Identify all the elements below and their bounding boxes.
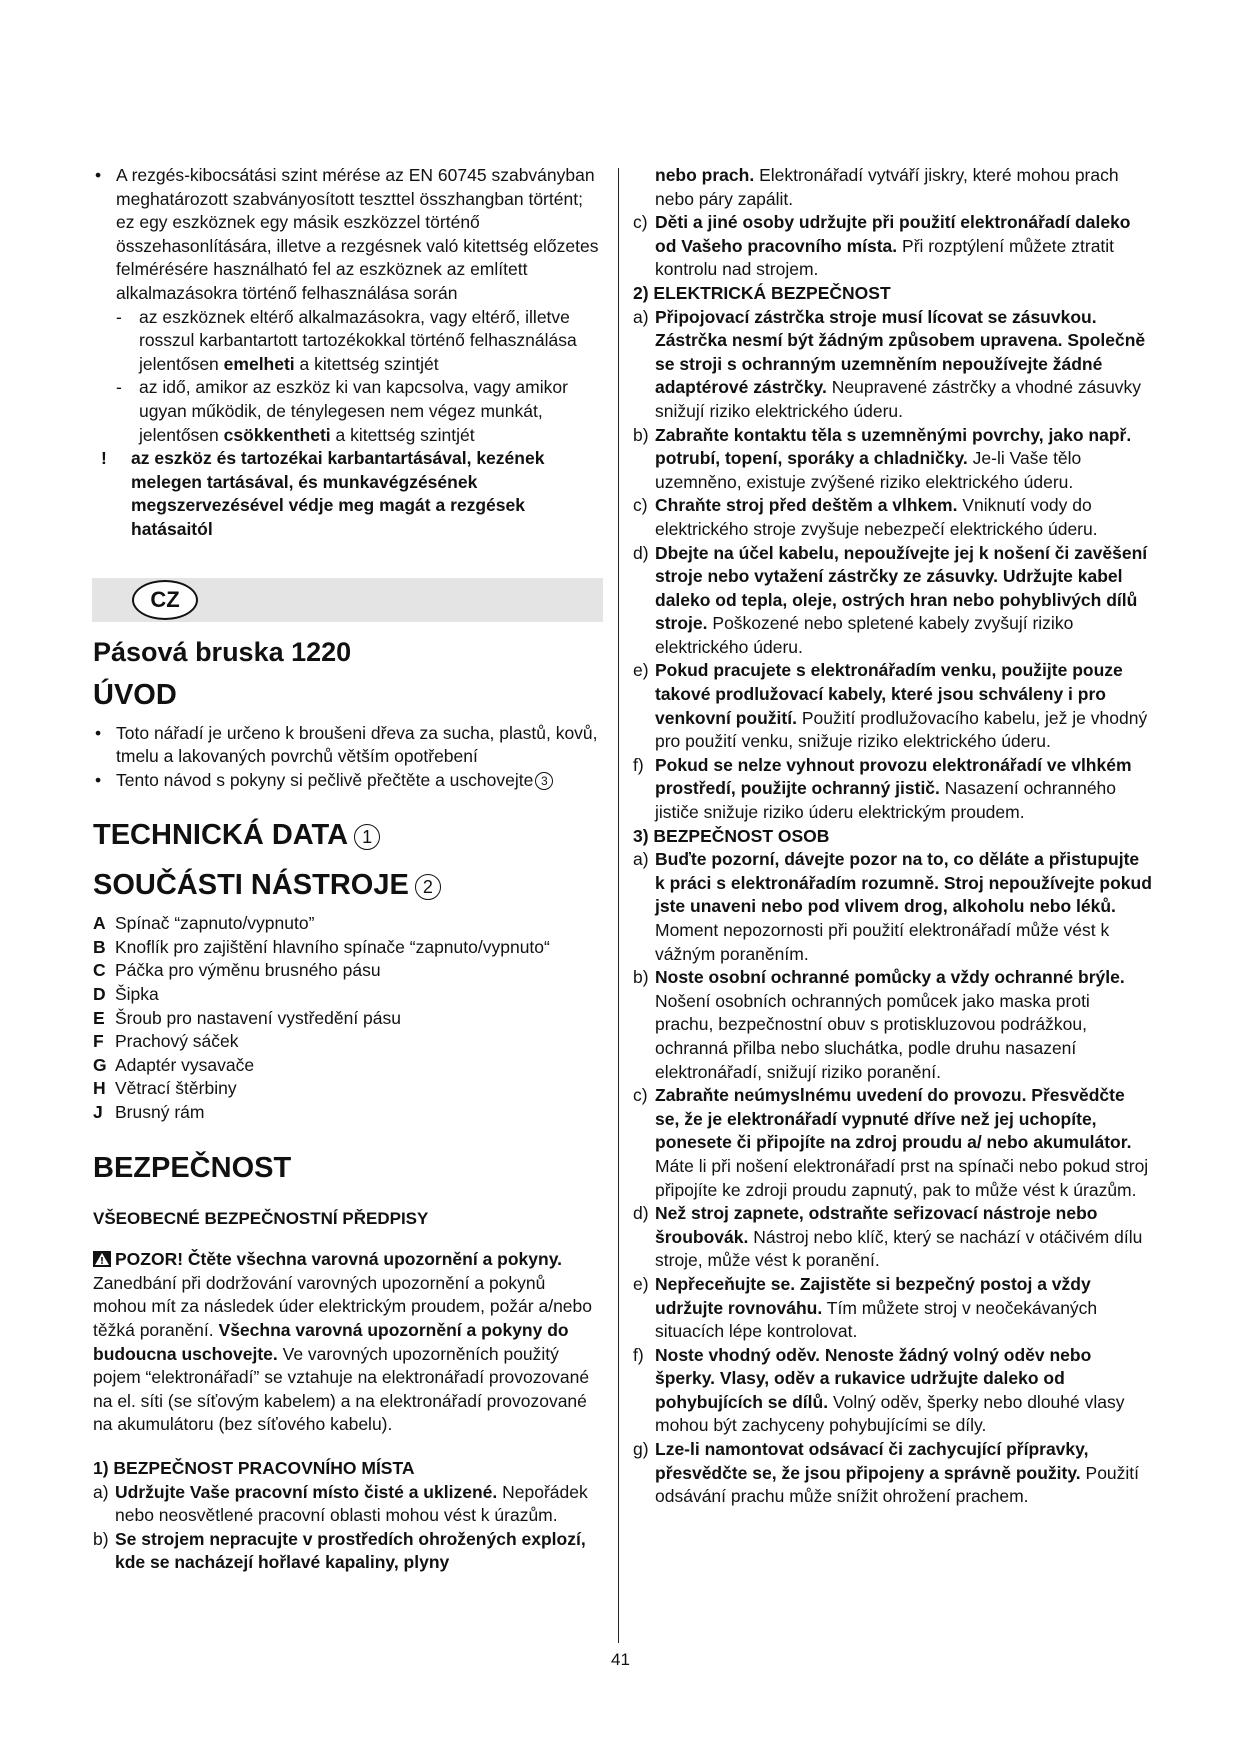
safety-item-2c (633, 494, 1153, 541)
part-key: G (93, 1054, 107, 1075)
cz-language-badge: CZ (132, 580, 198, 620)
item-marker: c) (633, 1085, 648, 1106)
item-marker: f) (633, 1344, 644, 1365)
figure-ref-2: 2 (415, 874, 441, 900)
uvod-bullet-2 (93, 769, 603, 793)
warning-icon (93, 1251, 111, 1267)
section-technical-data (93, 818, 603, 852)
item-text: Nošení osobních ochranných pomůcek jako maska proti prachu, bezpečnostní obuv s protiskluzovou podrážkou, ochranná přilba nebo sluchátka, podle druhu nasazení elektronářadí, snižují riziko poranění. (655, 990, 1090, 1082)
part-key: H (93, 1078, 106, 1099)
section-uvod: ÚVOD (93, 678, 177, 711)
part-label: Větrací štěrbiny (115, 1078, 237, 1099)
hu-dash2-text-a: az idő, amikor az eszköz ki van kapcsolva, vagy amikor ugyan működik, de ténylegesen nem végez munkát, jelentősen (139, 377, 568, 445)
item-marker: b) (93, 1528, 109, 1549)
part-label: Páčka pro výměnu brusného pásu (115, 960, 381, 981)
safety-item-3f (633, 1344, 1153, 1438)
part-key: A (93, 913, 106, 934)
part-label: Spínač “zapnuto/vypnuto” (115, 913, 315, 934)
section-3-title: 3) BEZPEČNOST OSOB (633, 825, 830, 846)
warning-text-2: Ve varovných upozorněních použitý pojem “elektronářadí” se vztahuje na elektronářadí provozované na el. síti (se síťovým kabelem) a na elektronářadí provozované na akumulátoru (bez síťového kabelu). (93, 1343, 590, 1435)
parts-list (93, 912, 603, 1124)
item-marker: c) (633, 212, 648, 233)
part-label: Adaptér vysavače (115, 1054, 255, 1075)
item-text: Použití prodlužovacího kabelu, jež je vhodný pro použití venku, snižuje riziko elektrického úderu. (655, 707, 1148, 752)
item-bold: Noste vhodný oděv. Nenoste žádný volný oděv nebo šperky. Vlasy, oděv a rukavice udržujte daleko od pohybujících se dílů. (655, 1344, 1092, 1412)
part-row (93, 959, 603, 983)
safety-item-2d (633, 542, 1153, 660)
item-marker: a) (633, 306, 649, 327)
section-1-title: 1) BEZPEČNOST PRACOVNÍHO MÍSTA (93, 1457, 415, 1478)
item-bold: Pokud pracujete s elektronářadím venku, použijte pouze takové prodlužovací kabely, které jsou schváleny i pro venkovní použití. (655, 660, 1123, 728)
part-key: C (93, 960, 106, 981)
general-safety-title: VŠEOBECNÉ BEZPEČNOSTNÍ PŘEDPISY (93, 1208, 429, 1228)
hu-vibration-bullet: • A rezgés-kibocsátási szint mérése az EN 60745 szabványban meghatározott szabványosított teszttel összhangban történt; ez egy eszköznek egy másik eszközzel történő összehasonlítására, illetve a rezgésnek való kitettség előzetes felmérésére használható fel az eszköznek az említett alkalmazásokra történő felhasználása során (93, 164, 603, 306)
part-label: Knoflík pro zajištění hlavního spínače “zapnuto/vypnuto“ (115, 936, 550, 957)
hu-dash2-bold: csökkentheti (223, 424, 331, 445)
safety-item-3a (633, 848, 1153, 966)
item-marker: b) (633, 967, 649, 988)
column-divider (618, 168, 619, 1643)
safety-item-2b (633, 424, 1153, 495)
item-text: Vniknutí vody do elektrického stroje zvyšuje nebezpečí elektrického úderu. (655, 495, 1098, 539)
item-bold: Připojovací zástrčka stroje musí lícovat se zásuvkou. Zástrčka nesmí být žádným způsobem upravena. Společně se stroji s ochranným uzemněním nepoužívejte žádné adaptérové zástrčky. (655, 306, 1146, 398)
section-parts (93, 868, 603, 902)
item-bold: Než stroj zapnete, odstraňte seřizovací nástroje nebo šroubovák. (655, 1203, 1098, 1247)
safety-item-1c (633, 211, 1153, 282)
part-key: D (93, 984, 106, 1005)
warning-text-1: Zanedbání při dodržování varovných upozornění a pokynů mohou mít za následek úder elektrickým proudem, požár a/nebo těžká poranění. (93, 1272, 593, 1340)
safety-item-1a (93, 1481, 603, 1528)
safety-item-2f (633, 754, 1153, 825)
left-column (93, 164, 603, 1575)
item-text: Máte li při nošení elektronářadí prst na spínači nebo pokud stroj připojíte ke zdroji proudu zapnutý, pak to může vést k úrazům. (655, 1155, 1149, 1200)
item-bold: Chraňte stroj před deštěm a vlhkem. (655, 495, 958, 516)
part-row (93, 936, 603, 960)
item-text: Tím můžete stroj v neočekávaných situacích lépe kontrolovat. (655, 1297, 1098, 1342)
item-bold: Lze-li namontovat odsávací či zachycující přípravky, přesvědčte se, že jsou připojeny a správně použity. (655, 1439, 1089, 1483)
warning-bold-2: Všechna varovná upozornění a pokyny do budoucna uschovejte. (93, 1320, 569, 1364)
hu-dash1-text-c: a kitettség szintjét (299, 353, 439, 374)
item-bold: Zabraňte neúmyslnému uvedení do provozu. Přesvědčte se, že je elektronářadí vypnuté dříve než jej uchopíte, ponesete či připojíte na zdroj proudu a/ nebo akumulátor. (655, 1085, 1132, 1153)
part-label: Šroub pro nastavení vystředění pásu (115, 1007, 402, 1028)
hu-dash-item-1: - az eszköznek eltérő alkalmazásokra, vagy eltérő, illetve rosszul karbantartott tartozékokkal történő felhasználása jelentősen emelheti a kitettség szintjét (116, 306, 577, 374)
item-text: Poškozené nebo spletené kabely zvyšují riziko elektrického úderu. (655, 613, 1074, 657)
part-key: F (93, 1031, 104, 1052)
safety-item-3d (633, 1202, 1153, 1273)
language-banner (92, 578, 603, 622)
figure-ref-1: 1 (354, 824, 380, 850)
item-bold: Děti a jiné osoby udržujte při použití elektronářadí daleko od Vašeho pracovního místa. (655, 212, 1131, 256)
item-text: Použití odsávání prachu může snížit ohrožení prachem. (655, 1462, 1140, 1507)
item-bold: nebo prach. (655, 165, 755, 185)
safety-item-2e (633, 659, 1153, 753)
part-label: Šipka (115, 984, 159, 1005)
item-text: Nepořádek nebo neosvětlené pracovní oblasti mohou vést k úrazům. (115, 1481, 588, 1526)
item-text: Nasazení ochranného jističe snižuje riziko úderu elektrickým proudem. (655, 778, 1117, 823)
item-text: Volný oděv, šperky nebo dlouhé vlasy mohou být zachyceny pohybujícími se díly. (655, 1391, 1125, 1436)
item-bold: Nepřeceňujte se. Zajistěte si bezpečný postoj a vždy udržujte rovnováhu. (655, 1273, 1091, 1318)
tech-title: TECHNICKÁ DATA (93, 819, 349, 852)
product-title: Pásová bruska 1220 (93, 636, 352, 667)
uvod-bullet-2-text: Tento návod s pokyny si pečlivě přečtěte a uschovejte (116, 769, 534, 790)
item-marker: d) (633, 542, 649, 563)
part-row (93, 1030, 603, 1054)
item-text: Neupravené zástrčky a vhodné zásuvky snižují riziko elektrického úderu. (655, 377, 1142, 421)
item-bold: Dbejte na účel kabelu, nepoužívejte jej k nošení či zavěšení stroje nebo vytažení zástrčky ze zásuvky. Udržujte kabel daleko od tepla, oleje, ostrých hran nebo pohyblivých dílů stroje. (655, 542, 1148, 634)
warning-bold-1: POZOR! Čtěte všechna varovná upozornění a pokyny. (115, 1249, 563, 1270)
item-marker: e) (633, 1273, 649, 1294)
hu-dash1-bold: emelheti (223, 353, 295, 374)
part-key: B (93, 936, 106, 957)
safety-item-1b (93, 1528, 603, 1575)
item-marker: g) (633, 1439, 649, 1460)
part-row (93, 912, 603, 936)
item-bold: Udržujte Vaše pracovní místo čisté a uklizené. (115, 1481, 498, 1502)
item-marker: f) (633, 754, 644, 775)
item-text: Je-li Vaše tělo uzemněno, existuje zvýšené riziko elektrického úderu. (655, 448, 1082, 492)
figure-ref-3: 3 (535, 772, 553, 790)
item-text: Nástroj nebo klíč, který se nachází v otáčivém dílu stroje, může vést k poranění. (655, 1226, 1143, 1271)
item-marker: a) (633, 849, 649, 870)
item-text: Při rozptýlení můžete ztratit kontrolu nad strojem. (655, 235, 1115, 280)
hu-dash2-text-c: a kitettség szintjét (335, 424, 475, 445)
part-key: E (93, 1007, 105, 1028)
item-bold: Noste osobní ochranné pomůcky a vždy ochranné brýle. (655, 967, 1125, 988)
continued-item-1b (633, 164, 1153, 211)
safety-item-3b (633, 966, 1153, 1084)
hu-warning-item: ! az eszköz és tartozékai karbantartásával, kezének melegen tartásával, és munkavégzésének megszervezésével védje meg magát a rezgések hatásaitól (101, 448, 545, 539)
parts-title: SOUČÁSTI NÁSTROJE (93, 869, 409, 902)
part-row (93, 983, 603, 1007)
hu-warning-text: az eszköz és tartozékai karbantartásával, kezének melegen tartásával, és munkavégzésének megszervezésével védje meg magát a rezgések hatásaitól (131, 448, 545, 539)
safety-item-3e (633, 1273, 1153, 1344)
section-safety: BEZPEČNOST (93, 1151, 292, 1184)
item-bold: Pokud se nelze vyhnout provozu elektronářadí ve vlhkém prostředí, použijte ochranný jistič. (655, 754, 1132, 799)
item-marker: c) (633, 495, 648, 516)
item-text: Elektronářadí vytváří jiskry, které mohou prach nebo páry zapálit. (655, 165, 1119, 209)
hu-dash-item-2: - az idő, amikor az eszköz ki van kapcsolva, vagy amikor ugyan működik, de ténylegesen nem végez munkát, jelentősen csökkentheti a kitettség szintjét (116, 377, 568, 445)
uvod-bullet-1: • Toto nářadí je určeno k broušeni dřeva za sucha, plastů, kovů, tmelu a lakovaných povrchů větším opotřebení (93, 722, 603, 769)
right-column (633, 164, 1153, 1509)
item-marker: d) (633, 1203, 649, 1224)
part-row (93, 1101, 603, 1125)
part-label: Prachový sáček (115, 1031, 239, 1052)
part-row (93, 1054, 603, 1078)
item-bold: Buďte pozorní, dávejte pozor na to, co děláte a přistupujte k práci s elektronářadím rozumně. Stroj nepoužívejte pokud jste unaveni nebo pod vlivem drog, alkoholu nebo léků. (655, 849, 1152, 917)
general-warning-paragraph (93, 1248, 603, 1437)
part-key: J (93, 1102, 103, 1123)
part-label: Brusný rám (115, 1102, 205, 1123)
safety-item-3g (633, 1438, 1153, 1509)
page-number: 41 (611, 1650, 630, 1669)
item-bold: Se strojem nepracujte v prostředích ohrožených explozí, kde se nacházejí hořlavé kapaliny, plyny (115, 1528, 586, 1573)
safety-item-2a (633, 306, 1153, 424)
item-bold: Zabraňte kontaktu těla s uzemněnými povrchy, jako např. potrubí, topení, sporáky a chladničky. (655, 424, 1132, 469)
part-row (93, 1007, 603, 1031)
part-row (93, 1077, 603, 1101)
item-marker: a) (93, 1481, 109, 1502)
item-marker: e) (633, 660, 649, 681)
item-marker: b) (633, 424, 649, 445)
section-2-title: 2) ELEKTRICKÁ BEZPEČNOST (633, 282, 891, 303)
item-text: Moment nepozornosti při použití elektronářadí může vést k vážným poraněním. (655, 920, 1110, 964)
safety-item-3c (633, 1084, 1153, 1202)
hu-dash1-text-a: az eszköznek eltérő alkalmazásokra, vagy eltérő, illetve rosszul karbantartott tartozékokkal történő felhasználása jelentősen (139, 306, 577, 374)
